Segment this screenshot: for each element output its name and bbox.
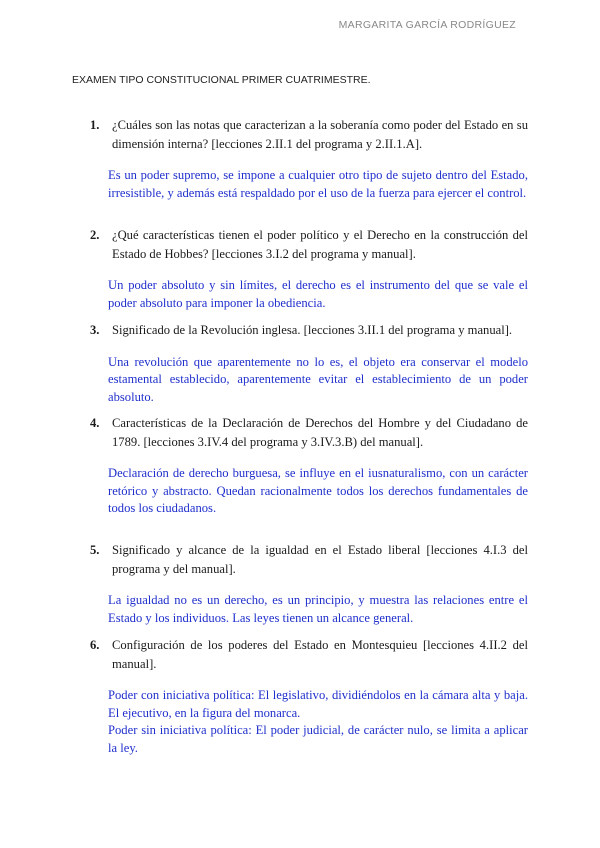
answer-paragraph: Una revolución que aparentemente no lo es, el objeto era conservar el modelo estamental establecido, aparentemente evitar el establecimiento de un poder absoluto.: [108, 354, 528, 404]
question-5: [90, 541, 528, 627]
question-text: ¿Cuáles son las notas que caracterizan a la soberanía como poder del Estado en su dimensión interna? [lecciones 2.II.1 del programa y 2.II.1.A].: [112, 118, 528, 151]
answer-paragraph: Un poder absoluto y sin límites, el derecho es el instrumento del que se vale el poder absoluto para imponer la obediencia.: [108, 278, 528, 310]
question-number: 6.: [90, 638, 100, 652]
question-1: [90, 116, 528, 202]
answer: [108, 277, 528, 312]
answer-paragraph: La igualdad no es un derecho, es un principio, y muestra las relaciones entre el Estado y los individuos. Las leyes tienen un alcance general.: [108, 593, 528, 625]
question-number: 4.: [90, 416, 100, 430]
answer-paragraph: Poder con iniciativa política: El legislativo, dividiéndolos en la cámara alta y baja. El ejecutivo, en la figura del monarca.: [108, 688, 528, 720]
answer-paragraph: Poder sin iniciativa política: El poder judicial, de carácter nulo, se limita a aplicar la ley.: [108, 723, 528, 755]
question-text: Significado y alcance de la igualdad en el Estado liberal [lecciones 4.I.3 del programa y del manual].: [112, 543, 528, 576]
answer-paragraph: Es un poder supremo, se impone a cualquier otro tipo de sujeto dentro del Estado, irresistible, y además está respaldado por el uso de la fuerza para ejercer el control.: [108, 168, 528, 200]
question-number: 3.: [90, 323, 100, 337]
question-text: Características de la Declaración de Derechos del Hombre y del Ciudadano de 1789. [lecciones 3.IV.4 del programa y 3.IV.3.B) del manual].: [112, 416, 528, 449]
question-6: [90, 636, 528, 757]
answer: [108, 354, 528, 407]
question-number: 1.: [90, 118, 100, 132]
question-text: Configuración de los poderes del Estado en Montesquieu [lecciones 4.II.2 del manual].: [112, 638, 528, 671]
question-4: [90, 414, 528, 518]
question-3: [90, 321, 528, 406]
answer-paragraph: Declaración de derecho burguesa, se influye en el iusnaturalismo, con un carácter retórico y abstracto. Quedan racionalmente todos los derechos fundamentales de todos los ciudadanos.: [108, 466, 528, 515]
author-name: MARGARITA GARCÍA RODRÍGUEZ: [338, 19, 516, 31]
answer: [108, 465, 528, 518]
answer: [108, 687, 528, 757]
question-2: [90, 226, 528, 312]
answer: [108, 592, 528, 627]
question-number: 5.: [90, 543, 100, 557]
answer: [108, 167, 528, 202]
exam-title: EXAMEN TIPO CONSTITUCIONAL PRIMER CUATRIMESTRE.: [72, 74, 371, 86]
question-number: 2.: [90, 228, 100, 242]
question-text: Significado de la Revolución inglesa. [lecciones 3.II.1 del programa y manual].: [112, 323, 513, 337]
question-text: ¿Qué características tienen el poder político y el Derecho en la construcción del Estado de Hobbes? [lecciones 3.I.2 del programa y manual].: [112, 228, 528, 261]
